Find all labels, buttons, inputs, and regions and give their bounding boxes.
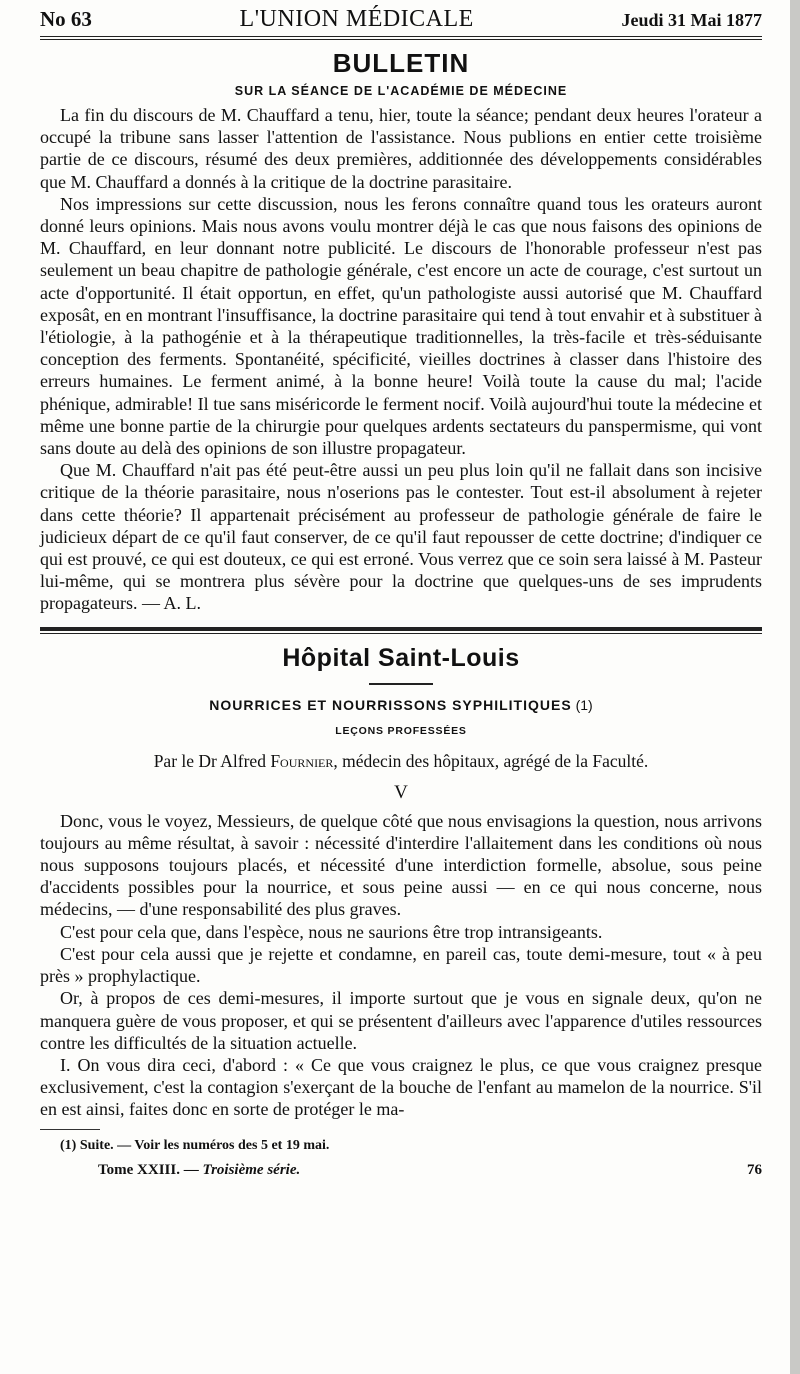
byline-suffix: , médecin des hôpitaux, agrégé de la Faculté. bbox=[333, 750, 649, 771]
article-title bbox=[40, 697, 762, 713]
header-rule bbox=[40, 36, 762, 40]
footnote: (1) Suite. — Voir les numéros des 5 et 19 mai. bbox=[60, 1137, 330, 1153]
footnote-ref[interactable]: (1) bbox=[575, 696, 593, 713]
article-paragraph: Donc, vous le voyez, Messieurs, de quelque côté que nous envisagions la question, nous arrivons toujours au même résultat, à savoir : nécessité d'interdire l'allaitement dans les conditions où nous nous supposons toujours placés, et nécessité d'une interdiction formelle, absolue, sous peine d'accidents possibles pour la nourrice, et sous peine aussi — en ce qui nous concerne, nous médecins, — d'une responsabilité des plus graves. bbox=[40, 810, 762, 920]
bulletin-title: BULLETIN bbox=[332, 48, 470, 78]
section-divider bbox=[40, 627, 762, 631]
byline-prefix: Par le Dr Alfred bbox=[153, 750, 271, 771]
bulletin-subtitle: SUR LA SÉANCE DE L'ACADÉMIE DE MÉDECINE bbox=[234, 84, 568, 98]
author-name: Fournier bbox=[270, 750, 334, 771]
article-title-text: NOURRICES ET NOURRISSONS SYPHILITIQUES bbox=[209, 696, 572, 713]
issue-number: No 63 bbox=[40, 7, 92, 31]
section-number: V bbox=[394, 781, 408, 803]
volume-info bbox=[98, 1162, 300, 1179]
bulletin-paragraph: Nos impressions sur cette discussion, nous les ferons connaître quand tous les orateurs auront donné leurs opinions. Mais nous avons voulu montrer déjà le cas que nous faisons des opinions de M. Chauffard, en leur donnant notre publicité. Le discours de l'honorable professeur n'est pas seulement un beau chapitre de pathologie générale, c'est encore un acte de courage, c'est surtout un acte d'opportunité. Il était opportun, en effet, qu'un pathologiste aussi autorisé que M. Chauffard exposât, en en montrant l'insuffisance, la doctrine parasitaire qui tend à tout envahir et à substituer à l'étiologie, à la pathogénie et à la thérapeutique traditionnelles, la très-facile et très-séduisante conception des ferments. Spontanéité, spécificité, vieilles doctrines à classer dans l'histoire des erreurs humaines. Le ferment animé, à la bonne heure! Voilà toute la cause du mal; l'acide phénique, admirable! Il tue sans miséricorde le ferment nocif. Voilà aujourd'hui toute la médecine et même une bonne partie de la chirurgie pour quelques ardents sectateurs du panspermisme, qui vont sans doute au delà des opinions de son illustre propagateur. bbox=[40, 193, 762, 459]
bulletin-paragraph: Que M. Chauffard n'ait pas été peut-être aussi un peu plus loin qu'il ne fallait dans son incisive critique de la théorie parasitaire, nous n'oserions pas le contester. Tout est-il absolument à rejeter dans cette théorie? Il appartenait précisément au professeur de pathologie générale de faire le judicieux départ de ce qu'il faut conserver, de ce qu'il faut repousser de cette doctrine; d'indiquer ce qui est prouvé, ce qui est douteux, ce qui est erroné. Vous verrez que ce soin sera laissé à M. Pasteur lui-même, qui se montrera plus sévère pour la doctrine que quelques-uns de ses imprudents propagateurs. — A. L. bbox=[40, 460, 762, 614]
bulletin-body bbox=[40, 104, 762, 615]
article-body bbox=[40, 810, 762, 1121]
series-label: Troisième série. bbox=[202, 1161, 301, 1178]
byline bbox=[40, 751, 762, 772]
article-heading: Hôpital Saint-Louis bbox=[282, 643, 520, 672]
article-paragraph: C'est pour cela aussi que je rejette et condamne, en pareil cas, toute demi-mesure, tout « à peu près » prophylactique. bbox=[40, 943, 762, 987]
section-divider-thin bbox=[40, 633, 762, 634]
bulletin-paragraph: La fin du discours de M. Chauffard a tenu, hier, toute la séance; pendant deux heures l'orateur a occupé la tribune sans lasser l'attention de l'assistance. Nous publions en entier cette troisième partie de ce discours, résumé des deux premières, additionnée des développements considérables que M. Chauffard a donnés à la critique de la doctrine parasitaire. bbox=[40, 105, 762, 192]
page-footer bbox=[40, 1162, 762, 1179]
article-paragraph: C'est pour cela que, dans l'espèce, nous ne saurions être trop intransigeants. bbox=[60, 921, 603, 942]
heading-rule bbox=[369, 683, 433, 685]
lecture-note: LEÇONS PROFESSÉES bbox=[335, 724, 467, 737]
article-paragraph: Or, à propos de ces demi-mesures, il importe surtout que je vous en signale deux, qu'on ne manquera guère de vous proposer, et qui se présentent d'ailleurs avec l'apparence d'utiles ressources contre les difficultés de la situation actuelle. bbox=[40, 988, 762, 1053]
journal-title: L'UNION MÉDICALE bbox=[239, 6, 474, 32]
issue-date: Jeudi 31 Mai 1877 bbox=[621, 10, 762, 30]
running-head bbox=[40, 6, 762, 34]
page-number: 76 bbox=[747, 1161, 762, 1178]
article-paragraph: I. On vous dira ceci, d'abord : « Ce que vous craignez le plus, ce que vous craignez presque exclusivement, c'est la contagion s'exerçant de la bouche de l'enfant au mamelon de la nourrice. S'il en est ainsi, faites donc en sorte de protéger le ma- bbox=[40, 1054, 762, 1120]
footnote-rule bbox=[40, 1129, 100, 1130]
tome-label: Tome XXIII. — bbox=[98, 1161, 203, 1178]
